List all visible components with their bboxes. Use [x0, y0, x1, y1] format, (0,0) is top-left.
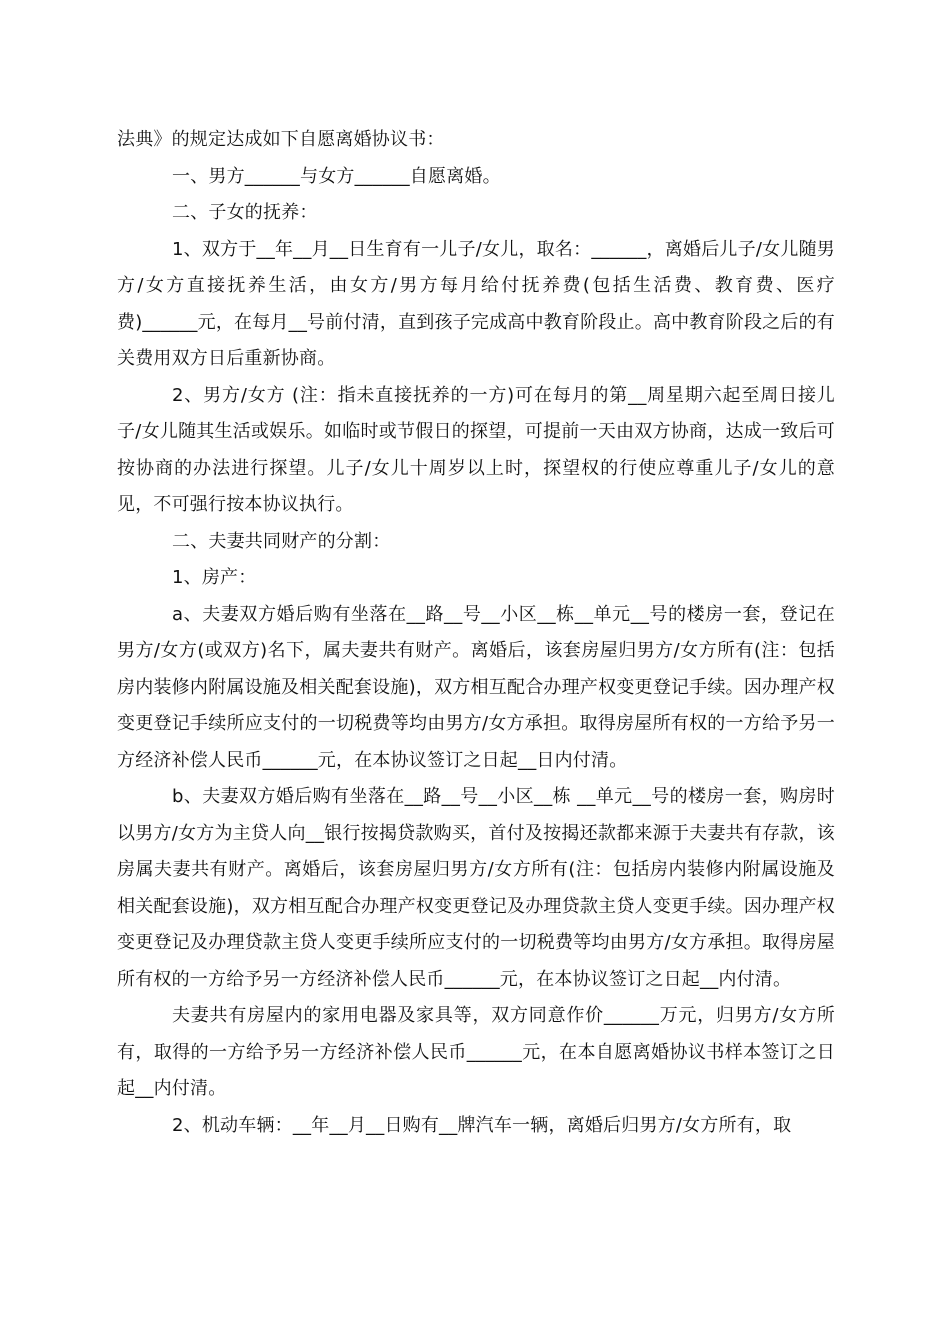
paragraph-heading-property: 二、夫妻共同财产的分割：: [172, 530, 391, 552]
paragraph-heading-children: 二、子女的抚养：: [172, 202, 318, 223]
paragraph-property-b: b、夫妻双方婚后购有坐落在__路__号__小区__栋 __单元__号的楼房一套，购房时以男方/女方为主贷人向__银行按揭贷款购买，首付及按揭还款都来源于夫妻共有存款，该房属夫妻共有财产。离婚后，该套房屋归男方/女方所有(注：包括房内装修内附属设施及相关配套设施)，双方相互配合办理产权变更登记及办理贷款主贷人变更手续。因办理产权变更登记及办理贷款主贷人变更手续所应支付的一切税费等均由男方/女方承担。取得房屋所有权的一方给予另一方经济补偿人民币______元，在本协议签订之日起__内付清。: [117, 786, 835, 990]
paragraph-heading-real-estate: 1、房产：: [172, 567, 257, 588]
paragraph-clause-1: 一、男方______与女方______自愿离婚。: [172, 165, 501, 187]
paragraph-child-support: 1、双方于__年__月__日生育有一儿子/女儿，取名：______，离婚后儿子/女儿随男方/女方直接抚养生活，由女方/男方每月给付抚养费(包括生活费、教育费、医疗费)______元，在每月__号前付清，直到孩子完成高中教育阶段止。高中教育阶段之后的有关费用双方日后重新协商。: [117, 238, 835, 369]
document-body: [117, 122, 835, 1144]
paragraph-visitation: 2、男方/女方 (注：指未直接抚养的一方)可在每月的第__周星期六起至周日接儿子/女儿随其生活或娱乐。如临时或节假日的探望，可提前一天由双方协商，达成一致后可按协商的办法进行探望。儿子/女儿十周岁以上时，探望权的行使应尊重儿子/女儿的意见，不可强行按本协议执行。: [117, 384, 835, 515]
paragraph-vehicle: 2、机动车辆：__年__月__日购有__牌汽车一辆，离婚后归男方/女方所有，取: [172, 1114, 792, 1136]
paragraph-intro: 法典》的规定达成如下自愿离婚协议书：: [117, 129, 445, 150]
paragraph-furniture: 夫妻共有房屋内的家用电器及家具等，双方同意作价______万元，归男方/女方所有，取得的一方给予另一方经济补偿人民币______元，在本自愿离婚协议书样本签订之日起__内付清。: [117, 1005, 835, 1099]
paragraph-property-a: a、夫妻双方婚后购有坐落在__路__号__小区__栋__单元__号的楼房一套，登记在男方/女方(或双方)名下，属夫妻共有财产。离婚后，该套房屋归男方/女方所有(注：包括房内装修内附属设施及相关配套设施)，双方相互配合办理产权变更登记手续。因办理产权变更登记手续所应支付的一切税费等均由男方/女方承担。取得房屋所有权的一方给予另一方经济补偿人民币______元，在本协议签订之日起__日内付清。: [117, 603, 835, 771]
